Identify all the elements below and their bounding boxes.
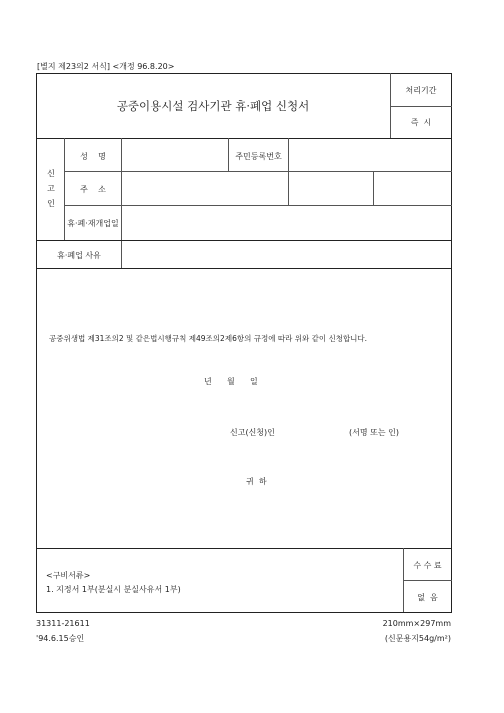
date-line: 년 월 일 (204, 377, 258, 386)
date-field[interactable] (123, 208, 449, 238)
reason-field[interactable] (123, 243, 449, 266)
name-label: 성 명 (80, 152, 106, 161)
applicant-group-label: 신 고 인 (47, 169, 55, 208)
form-title: 공중이용시설 검사기관 휴·폐업 신청서 (116, 99, 310, 113)
applicant-label: 신고(신청)인 (230, 428, 275, 437)
processing-period-label: 처리기간 (405, 86, 437, 95)
form-code: 31311-21611 (36, 619, 90, 628)
processing-period-value: 즉 시 (410, 118, 432, 127)
fee-value: 없 음 (417, 593, 438, 602)
resident-number-label: 주민등록번호 (235, 152, 282, 161)
form-reference: [별지 제23의2 서식] <개정 96.8.20> (37, 62, 175, 71)
reason-label: 휴·폐업 사유 (57, 251, 101, 260)
signature-label: (서명 또는 인) (349, 428, 399, 437)
paper-size: 210mm×297mm (382, 619, 451, 628)
date-label: 휴·폐·재개업일 (67, 219, 119, 228)
name-field[interactable] (123, 141, 226, 169)
statement-text: 공중위생법 제31조의2 및 같은법시행규칙 제49조의2제6항의 규정에 따라 위와 같이 신청합니다. (49, 334, 368, 343)
approval-date: '94.6.15승인 (36, 634, 85, 643)
documents-label: <구비서류> (46, 571, 91, 580)
fee-label: 수 수 료 (413, 561, 442, 570)
address-field[interactable] (123, 174, 286, 203)
paper-type: (신문용지54g/m²) (384, 634, 451, 643)
recipient-label: 귀 하 (246, 477, 267, 486)
resident-number-field[interactable] (290, 141, 449, 169)
address-label: 주 소 (80, 185, 106, 194)
documents-item: 1. 지정서 1부(분실시 분실사유서 1부) (46, 585, 181, 594)
